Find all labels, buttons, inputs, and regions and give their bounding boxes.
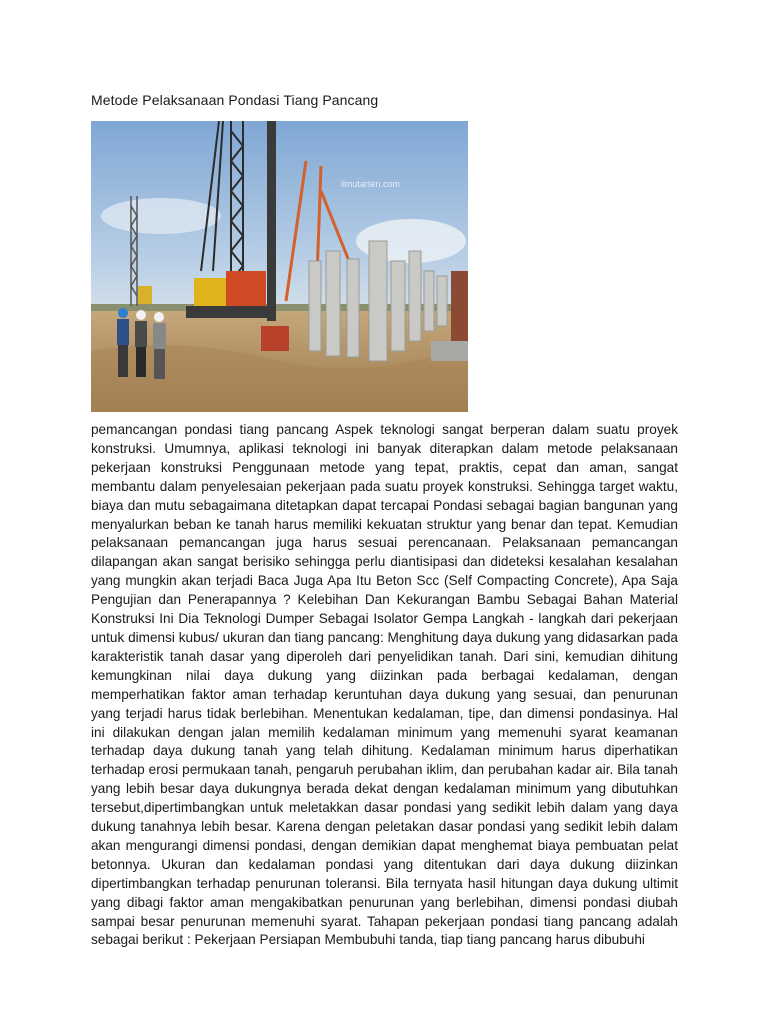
crane-body-yellow	[194, 278, 226, 306]
page-title: Metode Pelaksanaan Pondasi Tiang Pancang	[91, 92, 379, 108]
photo-watermark: ilmutarten.com	[341, 179, 401, 189]
body-paragraph: pemancangan pondasi tiang pancang Aspek teknologi sangat berperan dalam suatu proyek konstruksi. Umumnya, aplikasi teknologi ini banyak diterapkan dalam metode pelaksanaan pekerjaan konstruksi Penggunaan metode yang tepat, praktis, cepat dan aman, sangat membantu dalam penyelesaian pekerjaan pada suatu proyek konstruksi. Sehingga target waktu, biaya dan mutu sebagaimana ditetapkan dapat tercapai Pondasi sebagai bagian bangunan yang menyalurkan beban ke tanah harus memiliki kekuatan struktur yang benar dan tepat. Kemudian pelaksanaan pemancangan juga harus sesuai perencanaan. Pelaksanaan pemancangan dilapangan akan sangat berisiko sehingga perlu diantisipasi dan dideteksi kesalahan kesalahan yang mungkin akan terjadi Baca Juga Apa Itu Beton Scc (Self Compacting Concrete), Apa Saja Pengujian dan Penerapannya ? Kelebihan Dan Kekurangan Bambu Sebagai Bahan Material Konstruksi Ini Dia Teknologi Dumper Sebagai Isolator Gempa Langkah - langkah dari pekerjaan untuk dimensi kubus/ ukuran dan tiang pancang: Menghitung daya dukung yang didasarkan pada karakteristik tanah dasar yang diperoleh dari penyelidikan tanah. Dari sini, kemudian dihitung kemungkinan nilai daya dukung yang diizinkan pada berbagai kedalaman, dengan memperhatikan faktor aman terhadap keruntuhan daya dukung yang sesuai, dan penurunan yang terjadi harus tidak berlebihan. Menentukan kedalaman, tipe, dan dimensi pondasinya. Hal ini dilakukan dengan jalan memilih kedalaman minimum yang memenuhi syarat keamanan terhadap daya dukung tanah yang telah dihitung. Kedalaman minimum harus diperhatikan terhadap erosi permukaan tanah, pengaruh perubahan iklim, dan perubahan kadar air. Bila tanah yang lebih besar daya dukungnya berada dekat dengan kedalaman minimum yang dibutuhkan tersebut,dipertimbangkan untuk meletakkan dasar pondasi yang sedikit lebih dalam yang daya dukung tanahnya lebih besar. Karena dengan peletakan dasar pondasi yang sedikit lebih dalam akan mengurangi dimensi pondasi, dengan demikian dapat menghemat biaya pembuatan pelat betonnya. Ukuran dan kedalaman pondasi yang ditentukan dari daya dukung diizinkan dipertimbangkan terhadap penurunan toleransi. Bila ternyata hasil hitungan daya dukung ultimit yang dibagi faktor aman mengakibatkan penurunan yang berlebihan, dimensi pondasi diubah sampai besar penurunan memenuhi syarat. Tahapan pekerjaan pondasi tiang pancang adalah sebagai berikut : Pekerjaan Persiapan Membubuhi tanda, tiap tiang pancang harus dibubuhi	[91, 422, 678, 948]
construction-photo	[91, 121, 468, 412]
